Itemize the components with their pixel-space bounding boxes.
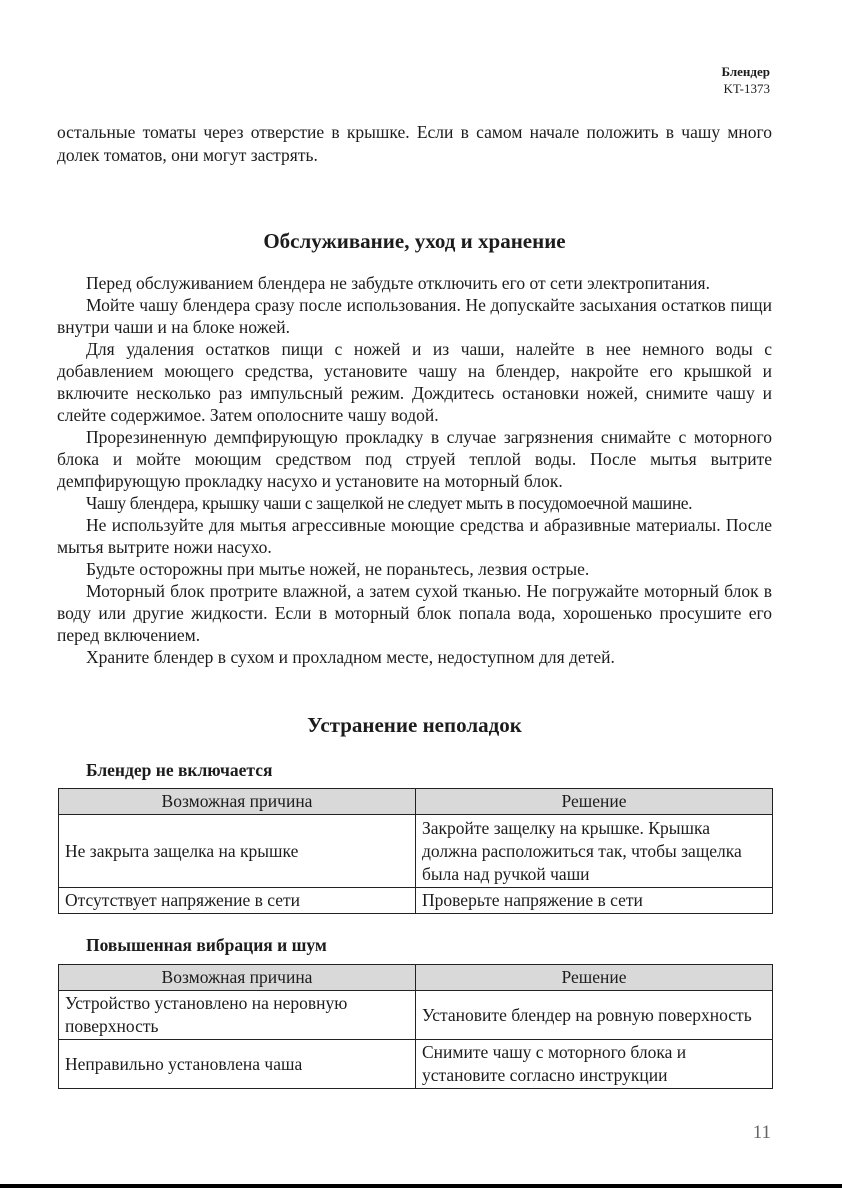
solution-cell: Установите блендер на ровную поверхность xyxy=(416,991,773,1040)
page-bottom-rule xyxy=(0,1184,842,1188)
page-number: 11 xyxy=(752,1122,771,1143)
solution-cell: Снимите чашу с моторного блока и установите согласно инструкции xyxy=(416,1040,773,1089)
troubleshooting-table-2 xyxy=(58,964,773,1089)
intro-text xyxy=(57,121,772,167)
header-solution: Решение xyxy=(416,789,773,815)
cause-cell: Отсутствует напряжение в сети xyxy=(59,888,416,914)
table-row xyxy=(59,815,773,888)
table-1-subtitle: Блендер не включается xyxy=(86,760,273,780)
paragraph: Для удаления остатков пищи с ножей и из чаши, налейте в нее немного воды с добавлением моющего средства, установите чашу на блендер, накройте его крышкой и включите несколько раз импульсный режим. Дождитесь остановки ножей, снимите чашу и слейте содержимое. Затем ополосните чашу водой. xyxy=(57,339,772,425)
solution-cell: Закройте защелку на крышке. Крышка должна расположиться так, чтобы защелка была над ручкой чаши xyxy=(416,815,773,888)
page-header xyxy=(721,63,770,97)
header-solution: Решение xyxy=(416,965,773,991)
solution-cell: Проверьте напряжение в сети xyxy=(416,888,773,914)
troubleshooting-title: Устранение неполадок xyxy=(307,713,522,737)
table-row xyxy=(59,1040,773,1089)
paragraph: Не используйте для мытья агрессивные моющие средства и абразивные материалы. После мытья вытрите ножи насухо. xyxy=(57,515,772,557)
table-header-row xyxy=(59,789,773,815)
paragraph: Моторный блок протрите влажной, а затем сухой тканью. Не погружайте моторный блок в воду или другие жидкости. Если в моторный блок попала вода, хорошенько просушите его перед включением. xyxy=(57,581,772,645)
intro-paragraph: остальные томаты через отверстие в крышке. Если в самом начале положить в чашу много долек томатов, они могут застрять. xyxy=(57,122,772,165)
maintenance-title: Обслуживание, уход и хранение xyxy=(263,229,566,253)
paragraph: Храните блендер в сухом и прохладном месте, недоступном для детей. xyxy=(86,647,615,667)
paragraph: Будьте осторожны при мытье ножей, не пораньтесь, лезвия острые. xyxy=(86,559,590,579)
paragraph: Мойте чашу блендера сразу после использования. Не допускайте засыхания остатков пищи внутри чаши и на блоке ножей. xyxy=(57,295,772,337)
header-model-code: KT-1373 xyxy=(723,81,770,96)
table-header-row xyxy=(59,965,773,991)
header-cause: Возможная причина xyxy=(59,965,416,991)
table-row xyxy=(59,991,773,1040)
paragraph: Чашу блендера, крышку чаши с защелкой не следует мыть в посудомоечной машине. xyxy=(86,493,693,513)
maintenance-body xyxy=(57,272,772,668)
cause-cell: Не закрыта защелка на крышке xyxy=(59,815,416,888)
header-cause: Возможная причина xyxy=(59,789,416,815)
cause-cell: Неправильно установлена чаша xyxy=(59,1040,416,1089)
troubleshooting-table-1 xyxy=(58,788,773,914)
table-row xyxy=(59,888,773,914)
paragraph: Прорезиненную демпфирующую прокладку в случае загрязнения снимайте с моторного блока и мойте моющим средством под струей теплой воды. После мытья вытрите демпфирующую прокладку насухо и установите на моторный блок. xyxy=(57,427,772,491)
table-2-subtitle: Повышенная вибрация и шум xyxy=(86,935,327,955)
header-product: Блендер xyxy=(721,64,770,79)
cause-cell: Устройство установлено на неровную поверхность xyxy=(59,991,416,1040)
paragraph: Перед обслуживанием блендера не забудьте отключить его от сети электропитания. xyxy=(86,273,710,293)
